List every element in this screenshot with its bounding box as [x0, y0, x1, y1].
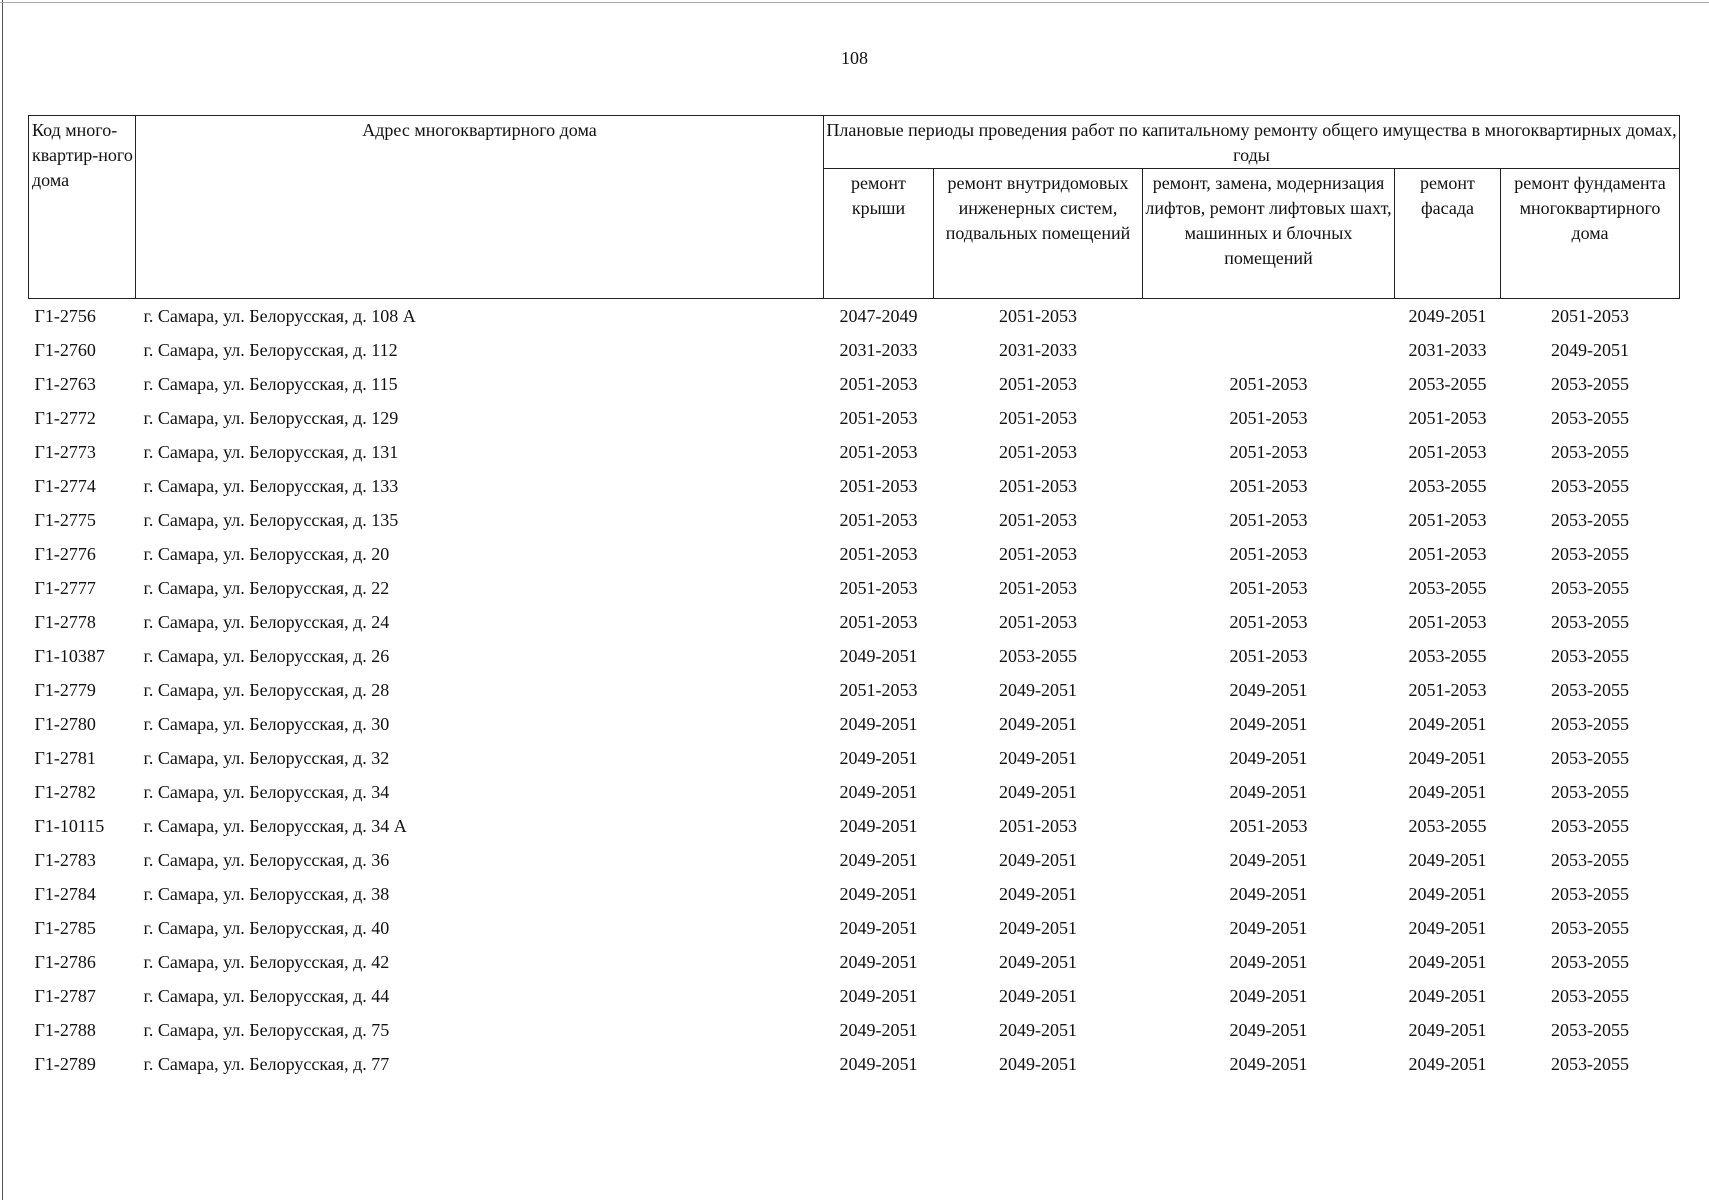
header-periods-group: Плановые периоды проведения работ по капитальному ремонту общего имущества в многоквартирных домах, годы: [824, 116, 1680, 169]
cell-code: Г1-10115: [34, 816, 105, 836]
cell-address: г. Самара, ул. Белорусская, д. 133: [143, 476, 399, 496]
cell-address: г. Самара, ул. Белорусская, д. 36: [143, 850, 390, 870]
cell-lifts: 2051-2053: [1229, 442, 1308, 462]
cell-address: г. Самара, ул. Белорусская, д. 108 А: [143, 306, 416, 326]
cell-systems: 2051-2053: [999, 578, 1077, 598]
cell-systems: 2053-2055: [999, 646, 1077, 666]
cell-systems: 2051-2053: [999, 306, 1077, 326]
cell-address: г. Самара, ул. Белорусская, д. 34: [143, 782, 390, 802]
cell-code: Г1-10387: [34, 646, 105, 666]
cell-roof: 2049-2051: [839, 952, 918, 972]
cell-foundation: 2053-2055: [1551, 646, 1629, 666]
table-row: [29, 843, 1680, 877]
cell-lifts: 2049-2051: [1229, 782, 1308, 802]
table-row: [29, 333, 1680, 367]
cell-code: Г1-2786: [34, 952, 96, 972]
cell-foundation: 2053-2055: [1551, 612, 1629, 632]
cell-address: г. Самара, ул. Белорусская, д. 20: [143, 544, 390, 564]
cell-address: г. Самара, ул. Белорусская, д. 34 А: [143, 816, 407, 836]
cell-systems: 2049-2051: [999, 850, 1077, 870]
cell-roof: 2049-2051: [839, 816, 918, 836]
cell-roof: 2049-2051: [839, 1054, 918, 1074]
cell-systems: 2049-2051: [999, 748, 1077, 768]
cell-foundation: 2053-2055: [1551, 748, 1629, 768]
cell-lifts: 2051-2053: [1229, 476, 1308, 496]
table-body: [29, 299, 1680, 1082]
cell-code: Г1-2772: [34, 408, 96, 428]
cell-address: г. Самара, ул. Белорусская, д. 30: [143, 714, 390, 734]
cell-foundation: 2053-2055: [1551, 850, 1629, 870]
cell-roof: 2051-2053: [839, 476, 918, 496]
cell-lifts: [1143, 333, 1395, 367]
cell-address: г. Самара, ул. Белорусская, д. 24: [143, 612, 390, 632]
table-row: [29, 1013, 1680, 1047]
cell-lifts: 2049-2051: [1229, 952, 1308, 972]
cell-foundation: 2053-2055: [1551, 952, 1629, 972]
cell-address: г. Самара, ул. Белорусская, д. 28: [143, 680, 390, 700]
cell-roof: 2049-2051: [839, 918, 918, 938]
cell-systems: 2051-2053: [999, 510, 1077, 530]
cell-foundation: 2053-2055: [1551, 510, 1629, 530]
page-edge-left: [2, 0, 3, 1200]
cell-foundation: 2053-2055: [1551, 986, 1629, 1006]
table-row: [29, 401, 1680, 435]
cell-facade: 2049-2051: [1408, 748, 1487, 768]
cell-foundation: 2053-2055: [1551, 816, 1629, 836]
cell-lifts: 2049-2051: [1229, 850, 1308, 870]
table-row: [29, 435, 1680, 469]
cell-roof: 2049-2051: [839, 1020, 918, 1040]
cell-code: Г1-2779: [34, 680, 96, 700]
cell-facade: 2053-2055: [1408, 476, 1487, 496]
cell-roof: 2049-2051: [839, 850, 918, 870]
cell-facade: 2051-2053: [1408, 544, 1487, 564]
cell-foundation: 2049-2051: [1551, 340, 1629, 360]
cell-foundation: 2053-2055: [1551, 578, 1629, 598]
cell-systems: 2049-2051: [999, 918, 1077, 938]
header-row-groups: [29, 116, 1680, 169]
cell-foundation: 2053-2055: [1551, 544, 1629, 564]
cell-systems: 2051-2053: [999, 408, 1077, 428]
cell-lifts: 2051-2053: [1229, 544, 1308, 564]
table-row: [29, 537, 1680, 571]
cell-roof: 2051-2053: [839, 374, 918, 394]
table-row: [29, 1047, 1680, 1081]
cell-roof: 2031-2033: [839, 340, 918, 360]
cell-code: Г1-2780: [34, 714, 96, 734]
header-roof: ремонт крыши: [824, 169, 934, 299]
cell-lifts: 2051-2053: [1229, 646, 1308, 666]
cell-facade: 2051-2053: [1408, 680, 1487, 700]
header-facade: ремонт фасада: [1395, 169, 1501, 299]
cell-lifts: 2051-2053: [1229, 578, 1308, 598]
cell-systems: 2051-2053: [999, 476, 1077, 496]
cell-foundation: 2053-2055: [1551, 374, 1629, 394]
table-row: [29, 571, 1680, 605]
cell-address: г. Самара, ул. Белорусская, д. 32: [143, 748, 390, 768]
cell-code: Г1-2774: [34, 476, 96, 496]
cell-facade: 2049-2051: [1408, 1054, 1487, 1074]
cell-systems: 2049-2051: [999, 1054, 1077, 1074]
cell-roof: 2049-2051: [839, 748, 918, 768]
header-code: Код много-квартир-ного дома: [29, 116, 136, 299]
cell-address: г. Самара, ул. Белорусская, д. 112: [143, 340, 398, 360]
cell-lifts: 2051-2053: [1229, 612, 1308, 632]
cell-roof: 2049-2051: [839, 884, 918, 904]
cell-code: Г1-2789: [34, 1054, 96, 1074]
table-row: [29, 673, 1680, 707]
cell-lifts: 2051-2053: [1229, 374, 1308, 394]
table-row: [29, 945, 1680, 979]
cell-foundation: 2053-2055: [1551, 408, 1629, 428]
table-row: [29, 503, 1680, 537]
cell-foundation: 2053-2055: [1551, 442, 1629, 462]
cell-systems: 2049-2051: [999, 680, 1077, 700]
cell-code: Г1-2784: [34, 884, 96, 904]
table-header: [29, 116, 1680, 299]
cell-foundation: 2053-2055: [1551, 714, 1629, 734]
cell-code: Г1-2775: [34, 510, 96, 530]
cell-systems: 2049-2051: [999, 714, 1077, 734]
cell-lifts: 2049-2051: [1229, 714, 1308, 734]
cell-facade: 2031-2033: [1408, 340, 1487, 360]
header-address: Адрес многоквартирного дома: [136, 116, 824, 299]
cell-foundation: 2053-2055: [1551, 918, 1629, 938]
page-edge-top: [0, 2, 1709, 3]
cell-facade: 2049-2051: [1408, 918, 1487, 938]
cell-roof: 2051-2053: [839, 408, 918, 428]
cell-code: Г1-2787: [34, 986, 96, 1006]
table-row: [29, 367, 1680, 401]
cell-roof: 2049-2051: [839, 714, 918, 734]
header-lifts: ремонт, замена, модернизация лифтов, ремонт лифтовых шахт, машинных и блочных помещений: [1143, 169, 1395, 299]
cell-lifts: 2049-2051: [1229, 680, 1308, 700]
cell-facade: 2049-2051: [1408, 850, 1487, 870]
cell-foundation: 2053-2055: [1551, 680, 1629, 700]
cell-roof: 2051-2053: [839, 544, 918, 564]
cell-roof: 2049-2051: [839, 986, 918, 1006]
cell-code: Г1-2783: [34, 850, 96, 870]
cell-code: Г1-2785: [34, 918, 96, 938]
cell-facade: 2051-2053: [1408, 510, 1487, 530]
cell-lifts: 2049-2051: [1229, 884, 1308, 904]
cell-facade: 2049-2051: [1408, 986, 1487, 1006]
cell-facade: 2051-2053: [1408, 612, 1487, 632]
cell-facade: 2049-2051: [1408, 952, 1487, 972]
cell-code: Г1-2763: [34, 374, 96, 394]
cell-facade: 2049-2051: [1408, 306, 1487, 326]
cell-code: Г1-2760: [34, 340, 96, 360]
cell-foundation: 2053-2055: [1551, 1054, 1629, 1074]
cell-address: г. Самара, ул. Белорусская, д. 129: [143, 408, 399, 428]
cell-lifts: 2051-2053: [1229, 816, 1308, 836]
cell-facade: 2049-2051: [1408, 884, 1487, 904]
cell-facade: 2049-2051: [1408, 1020, 1487, 1040]
cell-address: г. Самара, ул. Белорусская, д. 38: [143, 884, 390, 904]
cell-facade: 2053-2055: [1408, 578, 1487, 598]
cell-address: г. Самара, ул. Белорусская, д. 22: [143, 578, 390, 598]
cell-address: г. Самара, ул. Белорусская, д. 26: [143, 646, 390, 666]
cell-systems: 2051-2053: [999, 612, 1077, 632]
cell-systems: 2049-2051: [999, 782, 1077, 802]
table-row: [29, 809, 1680, 843]
cell-address: г. Самара, ул. Белорусская, д. 42: [143, 952, 390, 972]
cell-foundation: 2053-2055: [1551, 782, 1629, 802]
cell-facade: 2053-2055: [1408, 816, 1487, 836]
table-row: [29, 639, 1680, 673]
cell-code: Г1-2778: [34, 612, 96, 632]
cell-roof: 2049-2051: [839, 782, 918, 802]
cell-foundation: 2051-2053: [1551, 306, 1629, 326]
cell-systems: 2049-2051: [999, 986, 1077, 1006]
table-row: [29, 775, 1680, 809]
cell-systems: 2049-2051: [999, 884, 1077, 904]
cell-facade: 2049-2051: [1408, 782, 1487, 802]
cell-systems: 2051-2053: [999, 442, 1077, 462]
repair-schedule-table: [28, 115, 1680, 1081]
cell-roof: 2051-2053: [839, 510, 918, 530]
cell-systems: 2049-2051: [999, 1020, 1077, 1040]
cell-address: г. Самара, ул. Белорусская, д. 77: [143, 1054, 390, 1074]
table-row: [29, 469, 1680, 503]
cell-code: Г1-2756: [34, 306, 96, 326]
cell-code: Г1-2776: [34, 544, 96, 564]
table-row: [29, 877, 1680, 911]
cell-code: Г1-2788: [34, 1020, 96, 1040]
cell-code: Г1-2781: [34, 748, 96, 768]
table-row: [29, 299, 1680, 334]
cell-lifts: 2049-2051: [1229, 748, 1308, 768]
cell-code: Г1-2782: [34, 782, 96, 802]
cell-lifts: 2051-2053: [1229, 408, 1308, 428]
cell-address: г. Самара, ул. Белорусская, д. 131: [143, 442, 399, 462]
cell-foundation: 2053-2055: [1551, 1020, 1629, 1040]
cell-address: г. Самара, ул. Белорусская, д. 135: [143, 510, 399, 530]
cell-facade: 2053-2055: [1408, 646, 1487, 666]
header-systems: ремонт внутридомовых инженерных систем, подвальных помещений: [934, 169, 1143, 299]
cell-systems: 2049-2051: [999, 952, 1077, 972]
header-foundation: ремонт фундамента многоквартирного дома: [1501, 169, 1680, 299]
cell-roof: 2047-2049: [839, 306, 918, 326]
cell-lifts: [1143, 299, 1395, 334]
cell-code: Г1-2777: [34, 578, 96, 598]
cell-code: Г1-2773: [34, 442, 96, 462]
cell-address: г. Самара, ул. Белорусская, д. 115: [143, 374, 398, 394]
cell-roof: 2051-2053: [839, 578, 918, 598]
cell-roof: 2051-2053: [839, 442, 918, 462]
cell-systems: 2051-2053: [999, 374, 1077, 394]
table-row: [29, 707, 1680, 741]
cell-foundation: 2053-2055: [1551, 476, 1629, 496]
cell-facade: 2049-2051: [1408, 714, 1487, 734]
cell-systems: 2051-2053: [999, 544, 1077, 564]
cell-address: г. Самара, ул. Белорусская, д. 75: [143, 1020, 390, 1040]
cell-lifts: 2049-2051: [1229, 1054, 1308, 1074]
cell-lifts: 2049-2051: [1229, 918, 1308, 938]
cell-roof: 2051-2053: [839, 612, 918, 632]
cell-facade: 2053-2055: [1408, 374, 1487, 394]
cell-facade: 2051-2053: [1408, 408, 1487, 428]
cell-systems: 2051-2053: [999, 816, 1077, 836]
cell-facade: 2051-2053: [1408, 442, 1487, 462]
table-row: [29, 911, 1680, 945]
cell-address: г. Самара, ул. Белорусская, д. 44: [143, 986, 390, 1006]
cell-address: г. Самара, ул. Белорусская, д. 40: [143, 918, 390, 938]
cell-systems: 2031-2033: [999, 340, 1077, 360]
table-row: [29, 979, 1680, 1013]
page-number: 108: [841, 48, 868, 68]
cell-lifts: 2049-2051: [1229, 1020, 1308, 1040]
cell-roof: 2049-2051: [839, 646, 918, 666]
cell-lifts: 2049-2051: [1229, 986, 1308, 1006]
table-row: [29, 741, 1680, 775]
cell-foundation: 2053-2055: [1551, 884, 1629, 904]
cell-lifts: 2051-2053: [1229, 510, 1308, 530]
table-row: [29, 605, 1680, 639]
cell-roof: 2051-2053: [839, 680, 918, 700]
